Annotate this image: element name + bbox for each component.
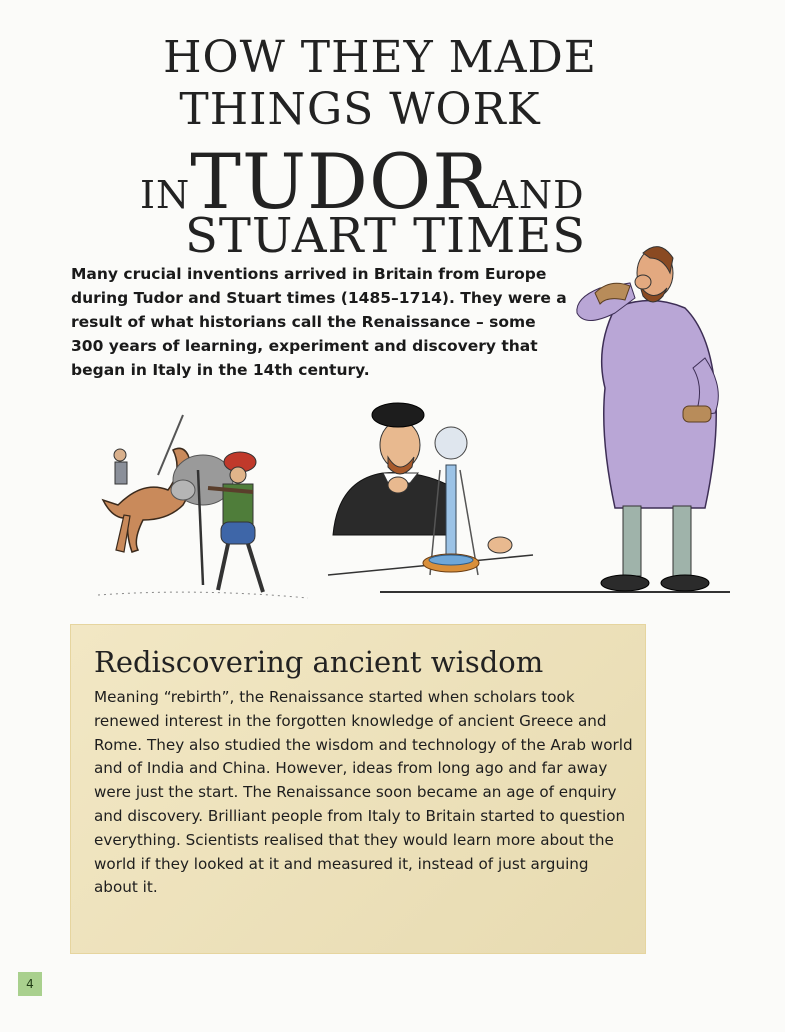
thinker-illustration <box>555 238 745 598</box>
horseman-illustration <box>88 410 313 605</box>
title-line-1: HOW THEY MADE <box>163 32 597 83</box>
title-in: IN <box>140 173 191 217</box>
panel-heading: Rediscovering ancient wisdom <box>94 645 544 679</box>
title-line-2: THINGS WORK <box>179 84 541 135</box>
intro-paragraph: Many crucial inventions arrived in Britain from Europe during Tudor and Stuart times (1485–1714). They were a result of what historians call the Renaissance – some 300 years of learning, experiment and discovery that began in Italy in the 14th century. <box>71 265 567 379</box>
scholar-illustration <box>318 385 538 585</box>
title-and: AND <box>490 173 585 217</box>
info-panel <box>70 624 646 954</box>
title-tudor: TUDOR <box>190 137 491 226</box>
page-number-badge: 4 <box>18 972 42 996</box>
panel-body: Meaning “rebirth”, the Renaissance started when scholars took renewed interest in the forgotten knowledge of ancient Greece and Rome. They also studied the wisdom and technology of the Arab world and of India and China. However, ideas from long ago and far away were just the start. The Renaissance soon became an age of enquiry and discovery. Brilliant people from Italy to Britain started to question everything. Scientists realised that they would learn more about the world if they looked at it and measured it, instead of just arguing about it. <box>94 688 633 897</box>
title-line-4: STUART TIMES <box>185 208 587 264</box>
